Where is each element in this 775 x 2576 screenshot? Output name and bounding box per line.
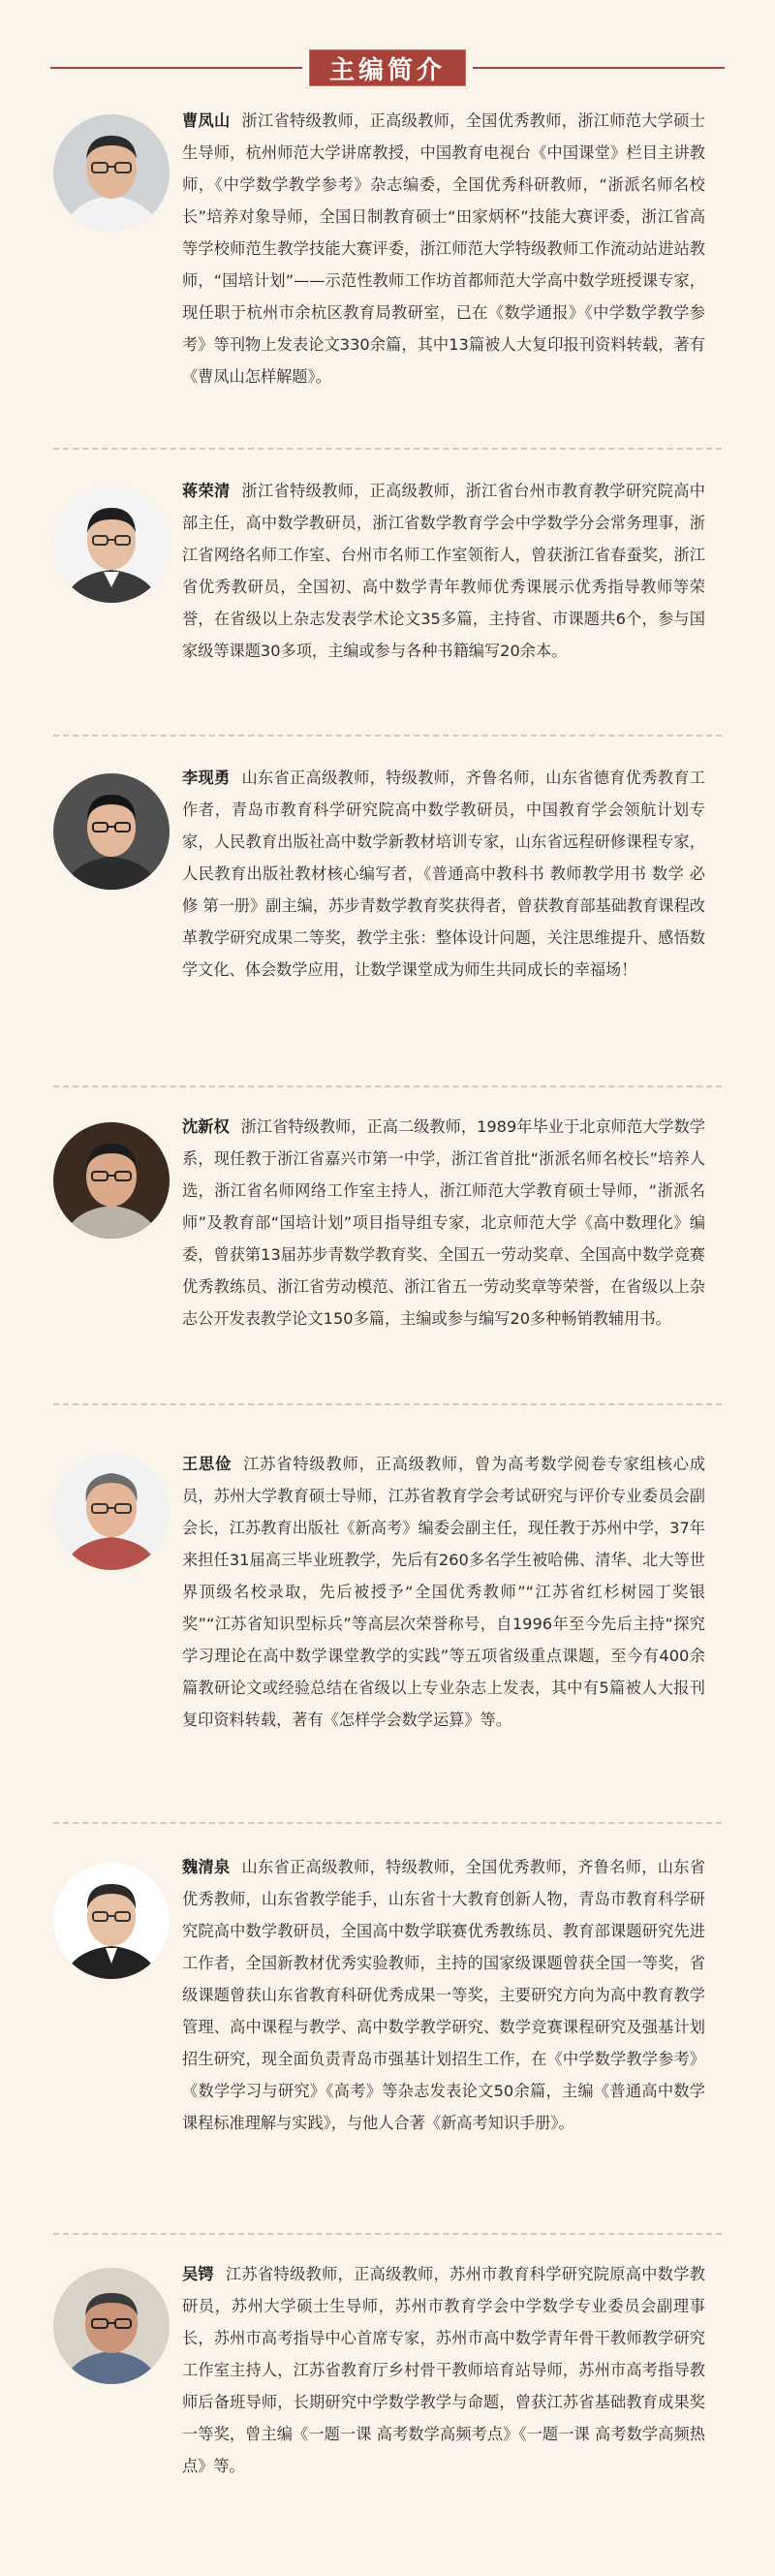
profile-bio	[182, 105, 705, 393]
profile-text: 浙江省特级教师，正高级教师，浙江省台州市教育教学研究院高中部主任，高中数学教研员，浙江省数学教育学会中学数学分会常务理事，浙江省网络名师工作室、台州市名师工作室领衔人，曾获浙江省春蚕奖，浙江省优秀教研员，全国初、高中数学青年教师优秀课展示优秀指导教师等荣誉，在省级以上杂志发表学术论文35多篇，主持省、市课题共6个，参与国家级等课题30多项，主编或参与各种书籍编写20余本。	[182, 482, 705, 660]
header-title-box	[306, 47, 469, 89]
avatar	[53, 114, 170, 231]
avatar	[53, 1454, 170, 1570]
profile-text: 江苏省特级教师，正高级教师，曾为高考数学阅卷专家组核心成员，苏州大学教育硕士导师，江苏省教育学会考试研究与评价专业委员会副会长，江苏教育出版社《新高考》编委会副主任，现任教于苏州中学，37年来担任31届高三毕业班教学，先后有260多名学生被哈佛、清华、北大等世界顶级名校录取，先后被授予“全国优秀教师”“江苏省红杉树园丁奖银奖”“江苏省知识型标兵”等高层次荣誉称号，自1996年至今先后主持“探究学习理论在高中数学课堂教学的实践”等五项省级重点课题，至今有400余篇教研论文或经验总结在省级以上专业杂志上发表，其中有5篇被人大报刊复印资料转载，著有《怎样学会数学运算》等。	[182, 1455, 706, 1729]
profile-name: 蒋荣清	[182, 482, 231, 500]
portrait-icon	[53, 114, 170, 231]
profile-bio	[182, 1111, 705, 1335]
profile-bio	[182, 2258, 705, 2482]
avatar	[53, 773, 170, 890]
profile-text: 浙江省特级教师，正高级教师，全国优秀教师，浙江师范大学硕士生导师，杭州师范大学讲席教授，中国教育电视台《中国课堂》栏目主讲教师，《中学数学教学参考》杂志编委，全国优秀科研教师，“浙派名师名校长”培养对象导师，全国日制教育硕士“田家炳杯”技能大赛评委，浙江省高等学校师范生教学技能大赛评委，浙江师范大学特级教师工作流动站进站教师，“国培计划”——示范性教师工作坊首都师范大学高中数学班授课专家，现任职于杭州市余杭区教育局教研室，已在《数学通报》《中学数学教学参考》等刊物上发表论文330余篇，其中13篇被人大复印报刊资料转载，著有《曹凤山怎样解题》。	[182, 111, 705, 386]
profile-name: 李现勇	[182, 769, 231, 787]
portrait-icon	[53, 1863, 170, 1979]
portrait-icon	[53, 773, 170, 890]
profile-name: 魏清泉	[182, 1858, 231, 1876]
avatar	[53, 1863, 170, 1979]
profile-bio	[182, 1851, 705, 2139]
profile-text: 江苏省特级教师，正高级教师，苏州市教育科学研究院原高中数学教研员，苏州大学硕士生导师，苏州市教育学会中学数学专业委员会副理事长，苏州市高考指导中心首席专家，苏州市高中数学青年骨干教师教学研究工作室主持人，江苏省教育厅乡村骨干教师培育站导师，苏州市高考指导教师后备班导师，长期研究中学数学教学与命题，曾获江苏省基础教育成果奖一等奖，曾主编《一题一课 高考数学高频考点》《一题一课 高考数学高频热点》等。	[182, 2265, 706, 2475]
avatar	[53, 1122, 170, 1239]
portrait-icon	[53, 2268, 170, 2384]
profile-divider	[53, 1403, 722, 1405]
profile-name: 沈新权	[182, 1117, 230, 1136]
profile-bio	[182, 475, 705, 667]
profile-bio	[182, 1448, 705, 1736]
profile-divider	[53, 735, 722, 737]
header-right-rule	[473, 67, 725, 69]
profile-divider	[53, 2233, 722, 2235]
portrait-icon	[53, 1454, 170, 1570]
profile-text: 浙江省特级教师，正高二级教师，1989年毕业于北京师范大学数学系，现任教于浙江省嘉兴市第一中学，浙江省首批“浙派名师名校长”培养人选，浙江省名师网络工作室主持人，浙江师范大学教育硕士导师，“浙派名师”及教育部“国培计划”项目指导组专家，北京师范大学《高中数理化》编委，曾获第13届苏步青数学教育奖、全国五一劳动奖章、全国高中数学竞赛优秀教练员、浙江省劳动模范、浙江省五一劳动奖章等荣誉，在省级以上杂志公开发表教学论文150多篇，主编或参与编写20多种畅销教辅用书。	[182, 1117, 705, 1328]
avatar	[53, 487, 170, 603]
profile-name: 曹凤山	[182, 111, 231, 130]
profile-divider	[53, 448, 722, 450]
header-left-rule	[50, 67, 302, 69]
avatar	[53, 2268, 170, 2384]
page-title: 主编简介	[328, 55, 446, 85]
profile-name: 吴锷	[182, 2265, 215, 2283]
profile-divider	[53, 1085, 722, 1087]
profile-divider	[53, 1822, 722, 1824]
profile-text: 山东省正高级教师，特级教师，齐鲁名师，山东省德育优秀教育工作者，青岛市教育科学研究院高中数学教研员，中国教育学会领航计划专家，人民教育出版社高中数学新教材培训专家，山东省远程研修课程专家，人民教育出版社教材核心编写者，《普通高中教科书 教师教学用书 数学 必修 第一册》副主编，苏步青数学教育奖获得者，曾获教育部基础教育课程改革教学研究成果二等奖，教学主张：整体设计问题，关注思维提升、感悟数学文化、体会数学应用，让数学课堂成为师生共同成长的幸福场！	[182, 769, 705, 979]
section-header	[0, 43, 775, 101]
profile-name: 王思俭	[182, 1455, 232, 1473]
profile-text: 山东省正高级教师，特级教师，全国优秀教师，齐鲁名师，山东省优秀教师，山东省教学能手，山东省十大教育创新人物，青岛市教育科学研究院高中数学教研员，全国高中数学联赛优秀教练员、教育部课题研究先进工作者，全国新教材优秀实验教师，主持的国家级课题曾获全国一等奖，省级课题曾获山东省教育科研优秀成果一等奖，主要研究方向为高中教育教学管理、高中课程与教学、高中数学教学研究、数学竞赛课程研究及强基计划招生研究，现全面负责青岛市强基计划招生工作，在《中学数学教学参考》《数学学习与研究》《高考》等杂志发表论文50余篇，主编《普通高中数学课程标准理解与实践》，与他人合著《新高考知识手册》。	[182, 1858, 705, 2132]
profile-bio	[182, 762, 705, 986]
portrait-icon	[53, 1122, 170, 1239]
portrait-icon	[53, 487, 170, 603]
